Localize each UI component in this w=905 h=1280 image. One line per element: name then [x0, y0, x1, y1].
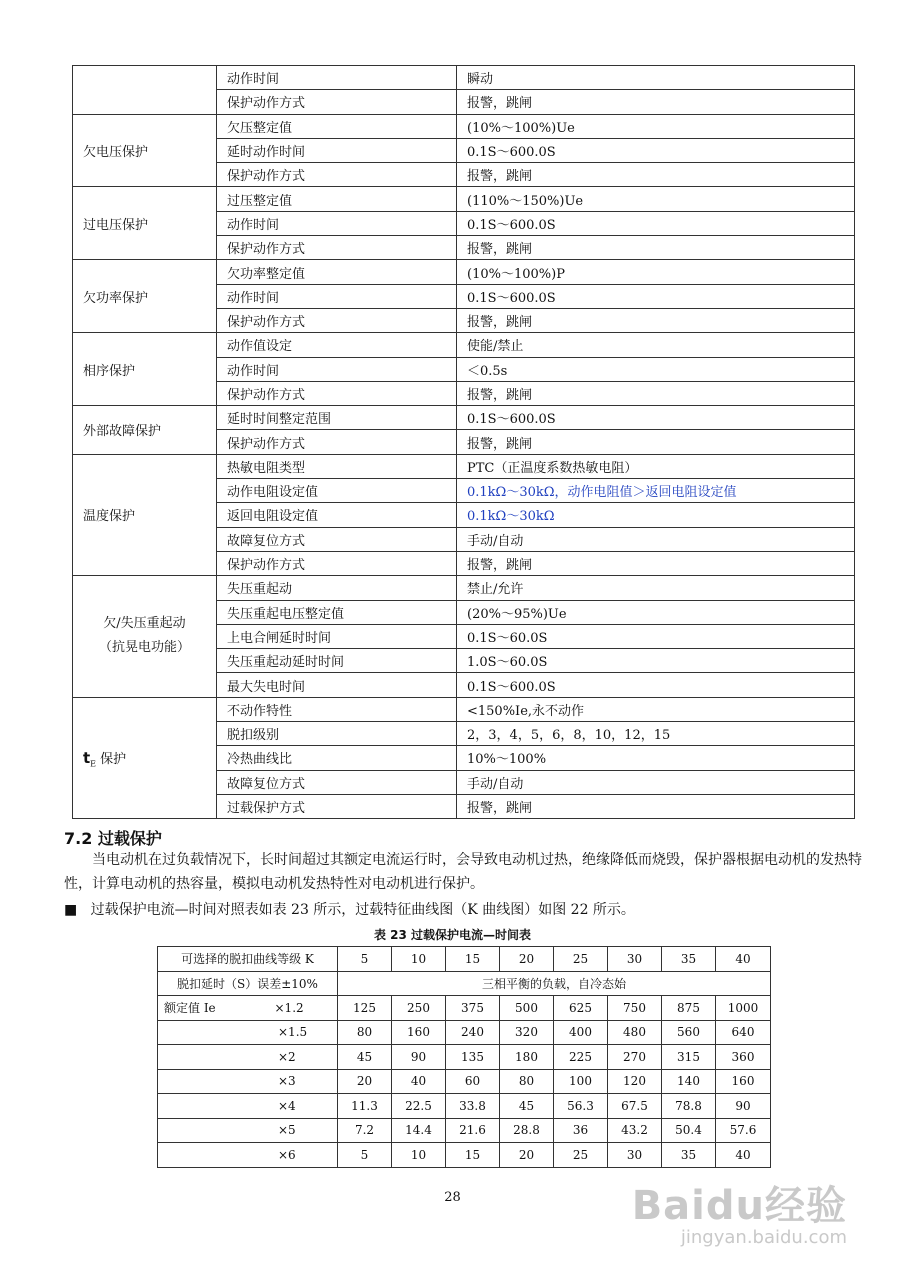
spec-item: 不动作特性 [217, 697, 457, 721]
spec-group-cell [73, 576, 217, 697]
spec-group-cell [73, 114, 217, 187]
table-cell: 480 [608, 1020, 662, 1045]
multiplier-cell: ×3 [158, 1069, 338, 1094]
spec-item: 动作时间 [217, 357, 457, 381]
table-cell: 400 [554, 1020, 608, 1045]
table-cell: 80 [500, 1069, 554, 1094]
table-cell: 625 [554, 996, 608, 1021]
spec-value: 报警，跳闸 [457, 308, 855, 332]
spec-item: 脱扣级别 [217, 722, 457, 746]
spec-group-cell [73, 333, 217, 406]
table-cell: 40 [392, 1069, 446, 1094]
group-label: 相序保护 [83, 363, 136, 379]
spec-value: 报警，跳闸 [457, 236, 855, 260]
group-label: 欠/失压重起动 [103, 616, 186, 632]
spec-value: ＜0.5s [457, 357, 855, 381]
table-cell: 270 [608, 1045, 662, 1070]
spec-item: 返回电阻设定值 [217, 503, 457, 527]
table-cell: 28.8 [500, 1118, 554, 1143]
spec-value: 0.1kΩ～30kΩ [457, 503, 855, 527]
spec-group-cell [73, 406, 217, 455]
table-cell: 250 [392, 996, 446, 1021]
multiplier-cell: ×6 [158, 1143, 338, 1168]
table-cell: 78.8 [662, 1094, 716, 1119]
table-tolerance-row [158, 971, 771, 996]
table-cell: 15 [446, 1143, 500, 1168]
spec-value: (20%～95%)Ue [457, 600, 855, 624]
spec-group-cell [73, 66, 217, 115]
spec-value: (10%～100%)P [457, 260, 855, 284]
spec-item: 过载保护方式 [217, 794, 457, 818]
spec-item: 动作时间 [217, 284, 457, 308]
spec-value: 手动/自动 [457, 527, 855, 551]
spec-item: 失压重起电压整定值 [217, 600, 457, 624]
table-cell: 22.5 [392, 1094, 446, 1119]
multiplier-cell: ×2 [158, 1045, 338, 1070]
table-cell: 1000 [716, 996, 771, 1021]
spec-item: 保护动作方式 [217, 381, 457, 405]
table-cell: 640 [716, 1020, 771, 1045]
table-row [158, 1045, 771, 1070]
group-label: 温度保护 [83, 509, 136, 525]
table-cell: 500 [500, 996, 554, 1021]
table-cell: 875 [662, 996, 716, 1021]
spec-value: 0.1S～600.0S [457, 406, 855, 430]
table-cell: 56.3 [554, 1094, 608, 1119]
k-level-cell: 15 [446, 947, 500, 972]
spec-row [73, 576, 855, 600]
spec-value: 禁止/允许 [457, 576, 855, 600]
table-cell: 30 [608, 1143, 662, 1168]
spec-row [73, 454, 855, 478]
table-cell: 240 [446, 1020, 500, 1045]
spec-item: 故障复位方式 [217, 527, 457, 551]
spec-item: 冷热曲线比 [217, 746, 457, 770]
group-label: 欠功率保护 [83, 290, 149, 306]
tolerance-label: 脱扣延时（S）误差±10% [158, 971, 338, 996]
table-row [158, 996, 771, 1021]
te-symbol: t [83, 748, 91, 767]
watermark-logo: Baidu经验 [631, 1183, 847, 1229]
table-cell: 40 [716, 1143, 771, 1168]
bullet-icon: ■ [64, 902, 78, 918]
table-cell: 43.2 [608, 1118, 662, 1143]
spec-item: 保护动作方式 [217, 163, 457, 187]
table-row [158, 1094, 771, 1119]
spec-value: 使能/禁止 [457, 333, 855, 357]
spec-value: 报警，跳闸 [457, 381, 855, 405]
table-cell: 36 [554, 1118, 608, 1143]
watermark-url: jingyan.baidu.com [680, 1227, 847, 1248]
spec-value: 2，3，4，5，6，8，10，12，15 [457, 722, 855, 746]
table-cell: 360 [716, 1045, 771, 1070]
group-label-line2: （抗晃电功能） [98, 640, 190, 656]
bullet-paragraph [64, 898, 864, 922]
spec-value: <150%Ie,永不动作 [457, 697, 855, 721]
spec-item: 失压重起动 [217, 576, 457, 600]
spec-group-cell [73, 454, 217, 575]
spec-row [73, 697, 855, 721]
spec-value: 1.0S～60.0S [457, 649, 855, 673]
spec-row [73, 406, 855, 430]
k-level-cell: 5 [338, 947, 392, 972]
rated-label: 额定值 Ie [158, 996, 263, 1021]
spec-value: 0.1S～600.0S [457, 284, 855, 308]
table-cell: 11.3 [338, 1094, 392, 1119]
multiplier-cell: ×1.5 [158, 1020, 338, 1045]
spec-value: 瞬动 [457, 66, 855, 90]
spec-value: 报警，跳闸 [457, 430, 855, 454]
spec-item: 最大失电时间 [217, 673, 457, 697]
spec-row [73, 187, 855, 211]
section-heading: 7.2 过载保护 [64, 829, 162, 848]
spec-value: 0.1S～600.0S [457, 673, 855, 697]
table-cell: 100 [554, 1069, 608, 1094]
spec-row [73, 260, 855, 284]
table-cell: 140 [662, 1069, 716, 1094]
spec-item: 热敏电阻类型 [217, 454, 457, 478]
spec-item: 故障复位方式 [217, 770, 457, 794]
k-level-cell: 40 [716, 947, 771, 972]
table-row [158, 1118, 771, 1143]
spec-item: 动作电阻设定值 [217, 479, 457, 503]
spec-item: 保护动作方式 [217, 236, 457, 260]
watermark [632, 1174, 847, 1248]
spec-value: (10%～100%)Ue [457, 114, 855, 138]
table-cell: 45 [338, 1045, 392, 1070]
table-header-row [158, 947, 771, 972]
table-cell: 57.6 [716, 1118, 771, 1143]
table-cell: 67.5 [608, 1094, 662, 1119]
k-level-cell: 10 [392, 947, 446, 972]
multiplier-cell: ×5 [158, 1118, 338, 1143]
spec-item: 保护动作方式 [217, 430, 457, 454]
spec-row [73, 333, 855, 357]
spec-row [73, 114, 855, 138]
spec-item: 延时动作时间 [217, 138, 457, 162]
table-cell: 315 [662, 1045, 716, 1070]
spec-value: 0.1kΩ～30kΩ，动作电阻值＞返回电阻设定值 [457, 479, 855, 503]
spec-item: 欠压整定值 [217, 114, 457, 138]
table-cell: 160 [392, 1020, 446, 1045]
spec-item: 失压重起动延时时间 [217, 649, 457, 673]
k-header-label: 可选择的脱扣曲线等级 K [158, 947, 338, 972]
k-level-cell: 20 [500, 947, 554, 972]
table-cell: 35 [662, 1143, 716, 1168]
spec-value: 0.1S～600.0S [457, 211, 855, 235]
table-cell: 225 [554, 1045, 608, 1070]
table-cell: 10 [392, 1143, 446, 1168]
spec-value: 报警，跳闸 [457, 163, 855, 187]
table-cell: 375 [446, 996, 500, 1021]
k-level-cell: 30 [608, 947, 662, 972]
k-level-cell: 25 [554, 947, 608, 972]
spec-item: 保护动作方式 [217, 308, 457, 332]
table-cell: 90 [392, 1045, 446, 1070]
k-level-cell: 35 [662, 947, 716, 972]
spec-item: 动作值设定 [217, 333, 457, 357]
table-cell: 80 [338, 1020, 392, 1045]
table-cell: 20 [500, 1143, 554, 1168]
section-paragraph: 当电动机在过负载情况下，长时间超过其额定电流运行时，会导致电动机过热，绝缘降低而烧毁，保护器根据电动机的发热特性，计算电动机的热容量，模拟电动机发热特性对电动机进行保护。 [64, 852, 862, 892]
spec-group-cell [73, 187, 217, 260]
table-cell: 320 [500, 1020, 554, 1045]
protection-spec-table [72, 65, 855, 819]
table-cell: 125 [338, 996, 392, 1021]
spec-item: 欠功率整定值 [217, 260, 457, 284]
multiplier-cell: ×4 [158, 1094, 338, 1119]
spec-value: (110%～150%)Ue [457, 187, 855, 211]
overload-table [157, 946, 771, 1168]
spec-value: 0.1S～600.0S [457, 138, 855, 162]
table-cell: 14.4 [392, 1118, 446, 1143]
tolerance-note: 三相平衡的负载，自冷态始 [338, 971, 771, 996]
group-label: 欠电压保护 [83, 145, 149, 161]
table-cell: 20 [338, 1069, 392, 1094]
table-cell: 21.6 [446, 1118, 500, 1143]
bullet-text: 过载保护电流—时间对照表如表 23 所示，过载特征曲线图（K 曲线图）如图 22 所示。 [90, 902, 635, 918]
multiplier-cell: ×1.2 [263, 996, 338, 1021]
spec-value: PTC（正温度系数热敏电阻） [457, 454, 855, 478]
table-row [158, 1020, 771, 1045]
group-label: 外部故障保护 [83, 424, 162, 440]
spec-item: 保护动作方式 [217, 551, 457, 575]
spec-item: 过压整定值 [217, 187, 457, 211]
spec-item: 动作时间 [217, 211, 457, 235]
spec-item: 上电合闸延时时间 [217, 624, 457, 648]
spec-item: 动作时间 [217, 66, 457, 90]
group-label: 保护 [100, 751, 127, 767]
table-cell: 50.4 [662, 1118, 716, 1143]
table-cell: 5 [338, 1143, 392, 1168]
table-cell: 33.8 [446, 1094, 500, 1119]
table-cell: 60 [446, 1069, 500, 1094]
spec-value: 0.1S～60.0S [457, 624, 855, 648]
table-row [158, 1143, 771, 1168]
spec-row [73, 66, 855, 90]
table-caption: 表 23 过载保护电流—时间表 [373, 928, 532, 942]
table-cell: 560 [662, 1020, 716, 1045]
table-row [158, 1069, 771, 1094]
group-label: 过电压保护 [83, 217, 149, 233]
spec-value: 报警，跳闸 [457, 794, 855, 818]
te-subscript: E [90, 759, 97, 769]
table-cell: 180 [500, 1045, 554, 1070]
table-cell: 45 [500, 1094, 554, 1119]
spec-value: 报警，跳闸 [457, 551, 855, 575]
table-cell: 135 [446, 1045, 500, 1070]
table-cell: 25 [554, 1143, 608, 1168]
table-cell: 120 [608, 1069, 662, 1094]
page-number: 28 [444, 1190, 461, 1205]
table-cell: 750 [608, 996, 662, 1021]
table-cell: 160 [716, 1069, 771, 1094]
spec-item: 延时时间整定范围 [217, 406, 457, 430]
spec-value: 手动/自动 [457, 770, 855, 794]
spec-item: 保护动作方式 [217, 90, 457, 114]
table-cell: 90 [716, 1094, 771, 1119]
spec-group-cell [73, 697, 217, 818]
spec-value: 报警，跳闸 [457, 90, 855, 114]
spec-group-cell [73, 260, 217, 333]
table-cell: 7.2 [338, 1118, 392, 1143]
spec-value: 10%～100% [457, 746, 855, 770]
